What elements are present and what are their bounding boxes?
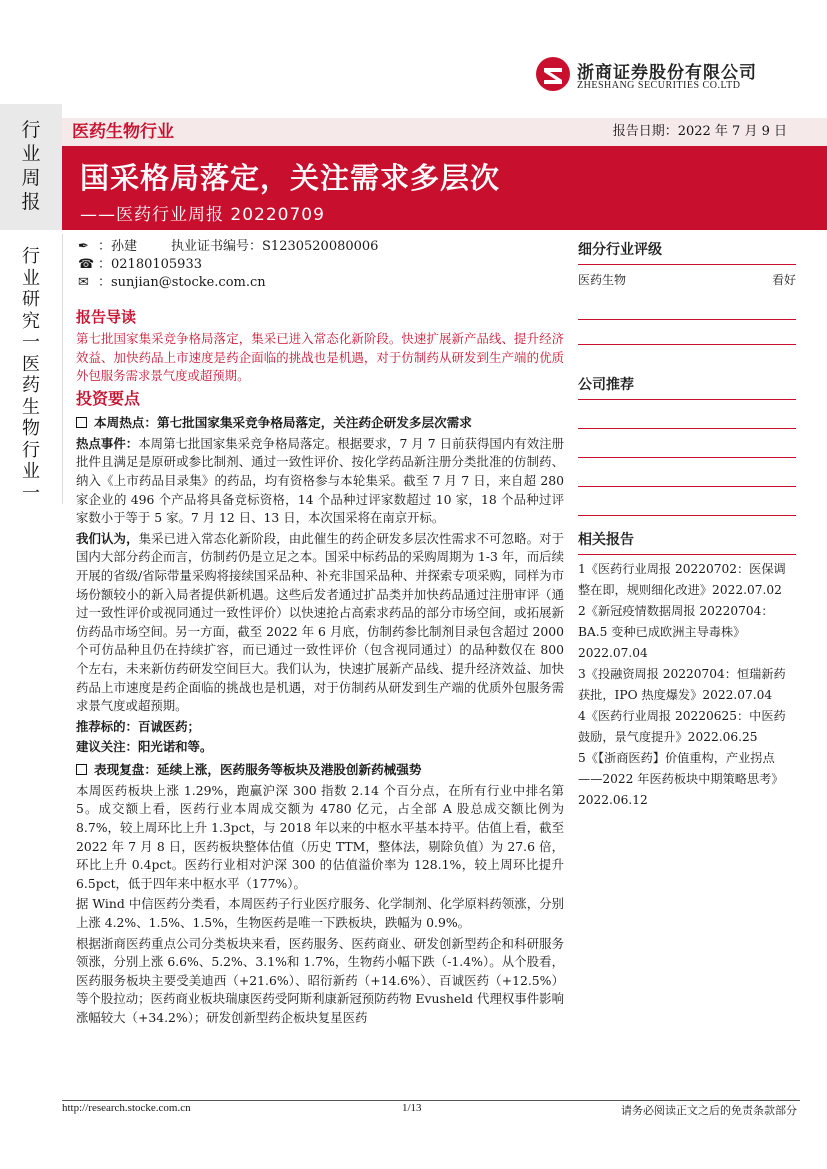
email-icon: ✉ — [78, 275, 89, 290]
performance-paragraph-1: 本周医药板块上涨 1.29%，跑赢沪深 300 指数 2.14 个百分点，在所有行业中排名第 5。成交额上看，医药行业本周成交额为 4780 亿元，占全部 A 股总成交额比例为 8.7%，较上周环比上升 1.3pct，与 2018 年以来的中枢水平基本持平。估值上看，截至 2022 年 7 月 8 日，医药板块整体估值（历史 TTM，整体法，剔除负值）为 27.6 倍，环比上升 0.4pct。医药行业相对沪深 300 的估值溢价率为 128.1%，较上周环比提升 6.5pct，低于四年来中枢水平（177%）。 — [76, 782, 564, 891]
industry-label: 医药生物行业 — [72, 122, 174, 142]
recommend-row: 推荐标的：百诚医药； — [76, 718, 200, 734]
analyst-name: ：孙建 — [98, 239, 138, 254]
zheshang-logo-icon — [535, 56, 571, 92]
analyst-name-row — [78, 238, 378, 256]
performance-paragraph-3: 根据浙商医药重点公司分类板块来看，医药服务、医药商业、研发创新型药企和科研服务领涨，分别上涨 6.6%、5.2%、3.1%和 1.7%，生物药小幅下跌（-1.4%）。从个股看，医药服务板块主要受美迪西（+21.6%）、昭衍新药（+14.6%）、百诚医药（+12.5%）等个股拉动；医药商业板块瑞康医药受阿斯利康新冠预防药物 Evusheld 代理权事件影响涨幅较大（+34.2%）；研发创新型药企板块复星医药 — [76, 935, 564, 1025]
divider — [578, 457, 796, 458]
page-number: 1/13 — [402, 1102, 422, 1114]
performance-paragraph-2: 据 Wind 中信医药分类看，本周医药子行业医疗服务、化学制剂、化学原料药领涨，分别上涨 4.2%、1.5%、1.5%，生物医药是唯一下跌板块，跌幅为 0.9%。 — [76, 896, 564, 931]
rating-heading: 细分行业评级 — [578, 238, 796, 265]
company-heading: 公司推荐 — [578, 373, 796, 400]
company-name-en: ZHESHANG SECURITIES CO.LTD — [577, 80, 741, 91]
analyst-email-row — [78, 274, 266, 292]
related-heading: 相关报告 — [578, 528, 796, 555]
analyst-email[interactable]: ：sunjian@stocke.com.cn — [98, 275, 266, 290]
rating-sector: 医药生物 — [578, 273, 627, 287]
divider — [578, 428, 796, 429]
phone-icon: ☎ — [78, 257, 95, 272]
footer-disclaimer: 请务必阅读正文之后的免责条款部分 — [621, 1104, 797, 1117]
related-report[interactable]: 4《医药行业周报 20220625：中医药鼓励，景气度提升》2022.06.25 — [578, 709, 786, 744]
sidebar — [578, 238, 796, 811]
rating-value: 看好 — [771, 273, 796, 287]
side-tab-category — [0, 234, 63, 504]
divider — [578, 515, 796, 516]
related-report[interactable]: 5《【浙商医药】价值重构，产业拐点——2022 年医药板块中期策略思考》2022.06.12 — [578, 751, 784, 807]
footer-divider — [62, 1100, 800, 1101]
analyst-cert: 执业证书编号：S1230520080006 — [171, 239, 379, 254]
divider — [578, 486, 796, 487]
analyst-phone: ：02180105933 — [98, 257, 202, 272]
guide-heading: 报告导读 — [76, 308, 137, 326]
points-heading: 投资要点 — [76, 388, 141, 408]
report-date: 报告日期：2022 年 7 月 9 日 — [612, 124, 787, 139]
side-tab-bottom-text: 行 业 研 究 一 医 药 生 物 行 业 一 — [22, 246, 40, 504]
related-report[interactable]: 1《医药行业周报 20220702：医保调整在即，规则细化改进》2022.07.02 — [578, 562, 786, 597]
hot-event-paragraph: 热点事件：本周第七批国家集采竞争格局落定。根据要求，7 月 7 日前获得国内有效注册批件且满足是原研或参比制剂、通过一致性评价、按化学药品新注册分类批准的仿制药、纳入《上市药品目录集》的药品，均有资格参与本轮集采。截至 7 月 7 日，来自超 280 家企业的 496 个产品将具备竞标资格，14 个品种过评家数超过 10 家，18 个品种过评家数小于等于 5 家。7 月 12 日、13 日，本次国采将在南京开标。 — [76, 435, 565, 526]
checkbox-bullet-icon — [76, 764, 87, 775]
watch-row: 建议关注：阳光诺和等。 — [76, 739, 213, 755]
bullet-hot-topic: 本周热点：第七批国家集采竞争格局落定，关注药企研发多层次需求 — [76, 413, 564, 432]
analyst-phone-row — [78, 256, 202, 274]
rating-row — [578, 271, 796, 289]
our-view-paragraph: 我们认为，集采已进入常态化新阶段，由此催生的药企研发多层次性需求不可忽略。对于国内大部分药企而言，仿制药仍是立足之本。国采中标药品的采购周期为 1-3 年，而后续开展的省级/省际带量采购将接续国采品种、补充非国采品种、并探索专项采购，同样为市场份额较小的新入局者提供新机遇。这些后发者通过扩品类并加快药品通过注册审评（通过一致性评价或视同通过一致性评价）以快速抢占高索求药品的部分市场空间，或拓展新仿药品市场空间。另一方面，截至 2022 年 6 月底，仿制药参比制剂目录包含超过 2000 个可仿品种且仍在持续扩容，而已通过一致性评价（包含视同通过）的品种数仅在 800 个左右，未来新仿药研发空间巨大。我们认为，快速扩展新产品线、提升经济效益、加快药品上市速度是药企面临的挑战也是机遇，对于仿制药从研发到生产端的优质外包服务需求景气度或超预期。 — [76, 530, 565, 714]
related-report[interactable]: 2《新冠疫情数据周报 20220704：BA.5 变种已成欧洲主导毒株》2022.07.04 — [578, 604, 774, 660]
checkbox-bullet-icon — [76, 417, 87, 428]
bullet-performance: 表现复盘：延续上涨，医药服务等板块及港股创新药械强势 — [76, 760, 564, 779]
company-name-cn: 浙商证券股份有限公司 — [577, 63, 757, 83]
footer-url[interactable]: http://research.stocke.com.cn — [62, 1102, 191, 1114]
report-title: 国采格局落定，关注需求多层次 — [80, 161, 501, 195]
divider — [578, 319, 796, 320]
side-tab-report-type — [0, 104, 62, 230]
side-tab-top-text: 行 业 周 报 — [21, 119, 41, 213]
main-content — [76, 304, 564, 1030]
divider — [578, 344, 796, 345]
pen-icon: ✒ — [78, 239, 89, 254]
report-subtitle: ——医药行业周报 20220709 — [80, 205, 325, 225]
guide-text: 第七批国家集采竞争格局落定，集采已进入常态化新阶段。快速扩展新产品线、提升经济效益、加快药品上市速度是药企面临的挑战也是机遇，对于仿制药从研发到生产端的优质外包服务需求景气度或超预期。 — [76, 331, 564, 384]
related-list — [578, 559, 796, 811]
company-logo — [535, 56, 771, 96]
related-report[interactable]: 3《投融资周报 20220704：恒瑞新药获批，IPO 热度爆发》2022.07.04 — [578, 667, 786, 702]
